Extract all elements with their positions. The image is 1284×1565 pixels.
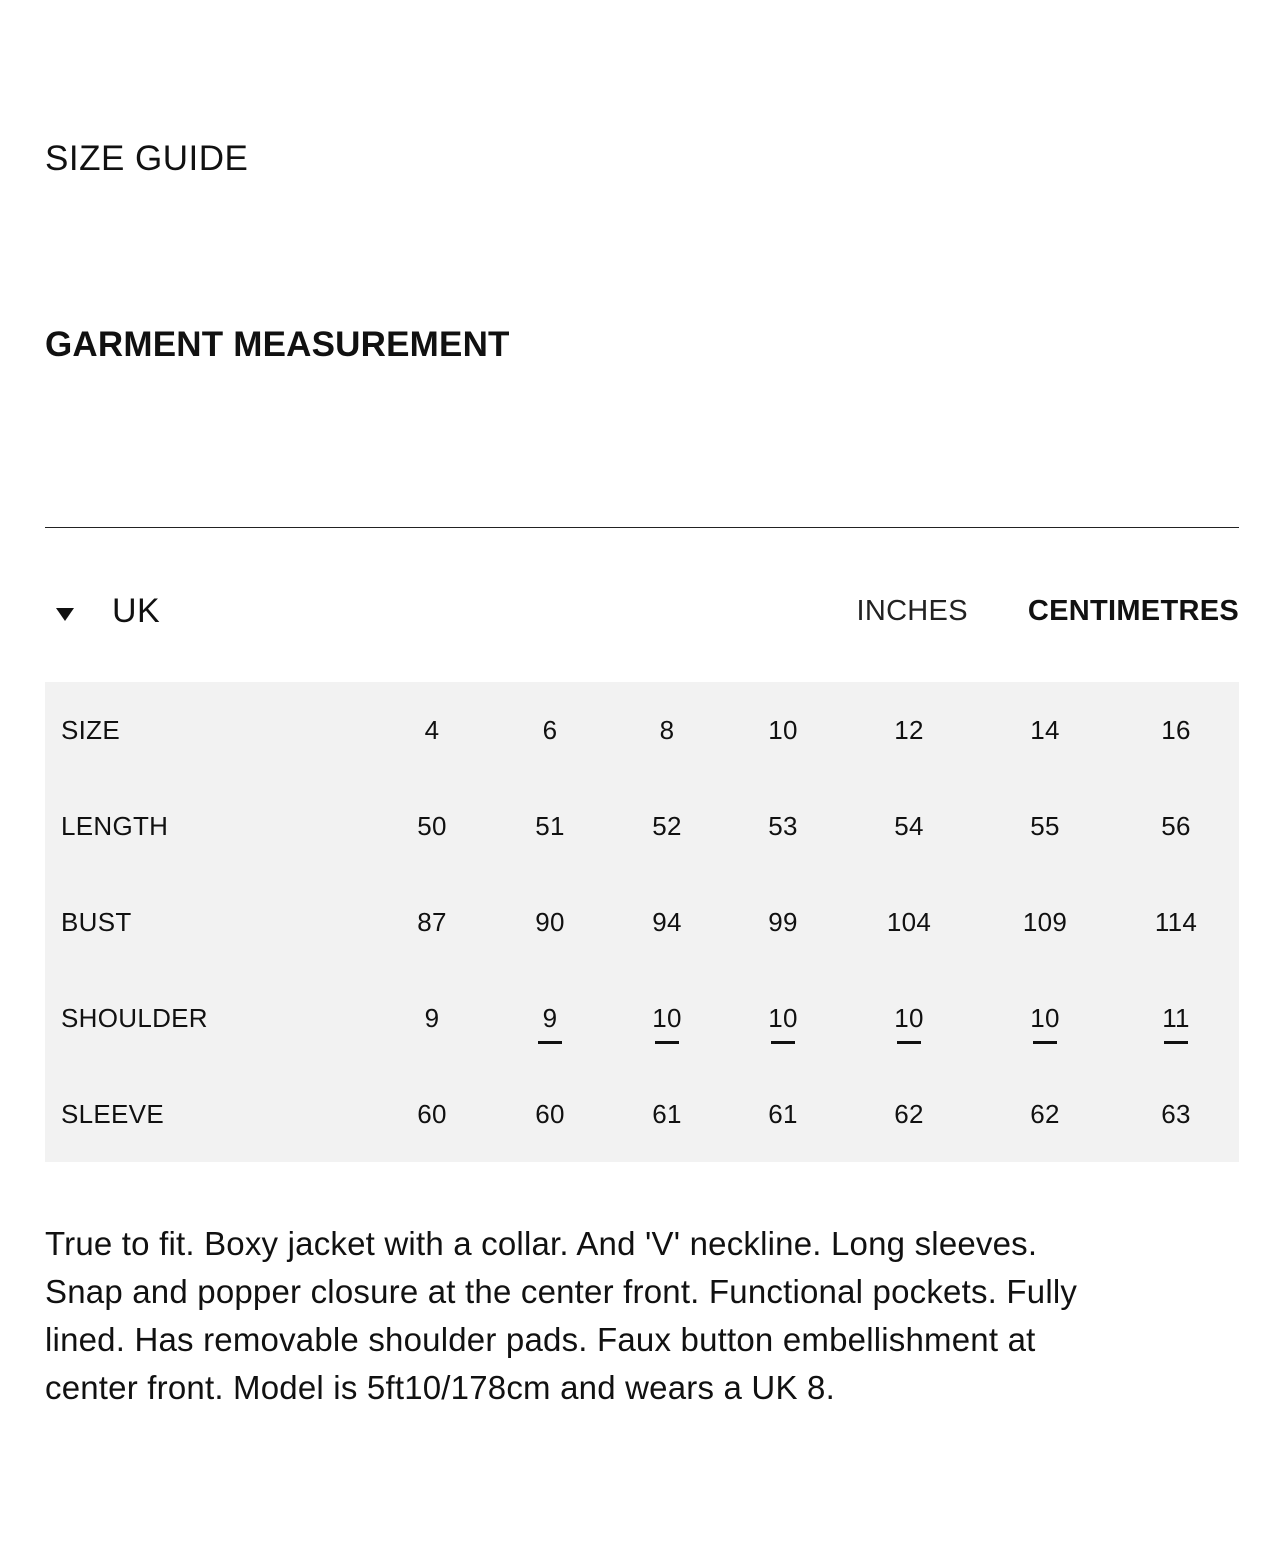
table-row-sleeve <box>45 1066 1239 1162</box>
table-cell: 54 <box>894 810 924 841</box>
table-row-bust <box>45 874 1239 970</box>
row-label: SIZE <box>61 714 120 745</box>
table-row-size <box>45 682 1239 778</box>
table-row-shoulder <box>45 970 1239 1066</box>
table-cell <box>1113 970 1239 1066</box>
table-cell: 53 <box>768 810 798 841</box>
table-cell <box>725 970 841 1066</box>
unit-inches-button[interactable]: INCHES <box>856 595 968 627</box>
table-cell: 62 <box>894 1098 924 1129</box>
table-cell: 50 <box>417 810 447 841</box>
table-cell: 14 <box>1030 714 1060 745</box>
table-cell: 56 <box>1161 810 1191 841</box>
row-label: SHOULDER <box>61 1002 208 1033</box>
row-label: LENGTH <box>61 810 169 841</box>
table-cell: 114 <box>1154 906 1198 937</box>
row-label: BUST <box>61 906 132 937</box>
unit-centimetres-button[interactable]: CENTIMETRES <box>1027 595 1239 627</box>
cell-value-marked: 10 <box>768 1002 798 1033</box>
table-cell: 4 <box>424 714 440 745</box>
table-cell: 8 <box>659 714 675 745</box>
table-cell <box>491 970 609 1066</box>
unit-toggle <box>856 586 1239 636</box>
table-cell: 61 <box>768 1098 798 1129</box>
cell-value-marked: 9 <box>542 1002 558 1033</box>
cell-value-marked: 10 <box>894 1002 924 1033</box>
table-cell: 62 <box>1030 1098 1060 1129</box>
table-row-length <box>45 778 1239 874</box>
table-cell <box>373 970 491 1066</box>
table-cell: 61 <box>652 1098 682 1129</box>
page-title: SIZE GUIDE <box>45 139 249 178</box>
table-cell: 109 <box>1022 906 1068 937</box>
cell-value-marked: 11 <box>1162 1002 1190 1033</box>
table-cell: 60 <box>535 1098 565 1129</box>
table-cell: 99 <box>768 906 798 937</box>
table-cell <box>841 970 977 1066</box>
table-cell: 52 <box>652 810 682 841</box>
table-cell <box>977 970 1113 1066</box>
table-cell: 94 <box>652 906 682 937</box>
table-cell: 60 <box>417 1098 447 1129</box>
table-cell: 51 <box>535 810 565 841</box>
table-cell: 90 <box>535 906 565 937</box>
cell-value-marked: 10 <box>1030 1002 1060 1033</box>
table-cell: 55 <box>1030 810 1060 841</box>
section-title: GARMENT MEASUREMENT <box>45 325 510 364</box>
cell-value: 9 <box>424 1002 440 1033</box>
table-cell: 63 <box>1161 1098 1191 1129</box>
divider <box>45 527 1239 528</box>
table-cell: 16 <box>1161 714 1191 745</box>
region-label: UK <box>112 592 161 630</box>
size-table <box>45 682 1239 1162</box>
region-dropdown[interactable] <box>56 586 160 636</box>
table-cell: 12 <box>894 714 924 745</box>
caret-down-icon <box>56 608 74 621</box>
table-cell <box>609 970 725 1066</box>
row-label: SLEEVE <box>61 1098 164 1129</box>
product-description: True to fit. Boxy jacket with a collar. And 'V' neckline. Long sleeves. Snap and popper closure at the center front. Functional pockets. Fully lined. Has removable shoulder pads. Faux button embellishment at center front. Model is 5ft10/178cm and wears a UK 8. <box>45 1225 1078 1406</box>
table-cell: 10 <box>768 714 798 745</box>
table-cell: 6 <box>542 714 558 745</box>
cell-value-marked: 10 <box>652 1002 682 1033</box>
table-cell: 104 <box>886 906 932 937</box>
table-cell: 87 <box>417 906 447 937</box>
